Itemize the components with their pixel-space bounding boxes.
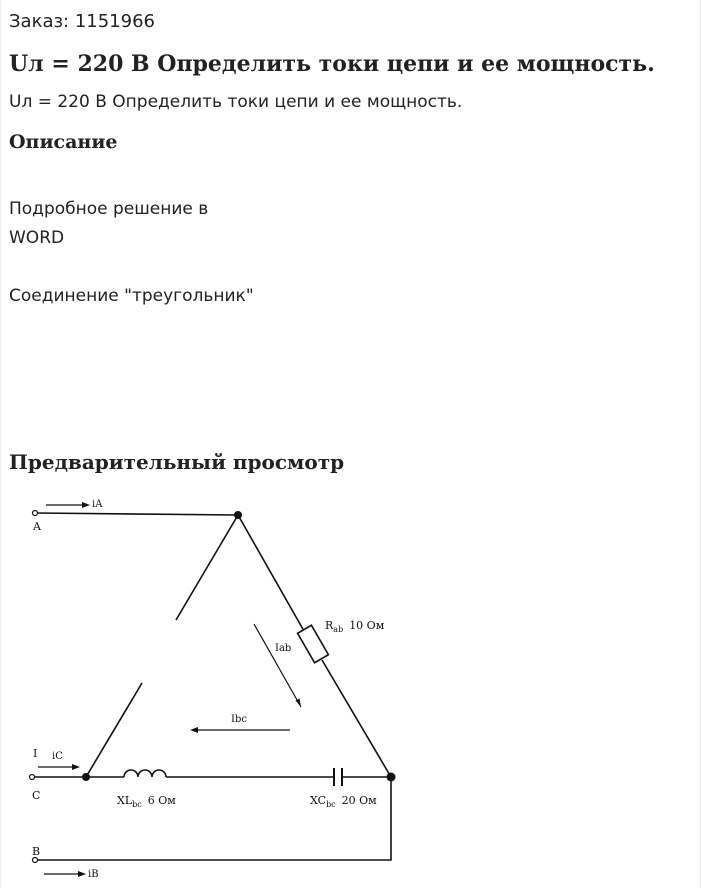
junction-top [234,511,242,519]
wire-a-line [36,513,238,515]
terminal-a [33,511,38,516]
label-resistor-ab: $R_{ab}$ 10 Ом [325,619,385,634]
terminal-c [30,775,35,780]
resistor-ab [298,625,329,662]
page-subtitle: Uл = 220 В Определить токи цепи и ее мощность. [9,92,463,112]
label-current-iab: Iab [275,643,292,654]
arrow-iab [254,624,301,707]
label-node-c: C [32,789,41,802]
junction-right [387,773,396,782]
label-inductor-bc: $XL_{bc}$ 6 Ом [117,794,176,809]
label-node-a: A [33,520,41,533]
terminal-b [33,858,38,863]
label-current-ib: iB [88,869,99,880]
inductor-coil [124,770,166,777]
label-node-b: B [32,845,41,858]
wire-ab-left-lower [86,683,142,777]
preview-heading: Предварительный просмотр [9,450,345,474]
arrowhead-ib [78,871,86,877]
arrowhead-ibc [190,727,198,733]
junction-left [82,773,90,781]
label-current-ibc: Ibc [231,714,247,725]
label-capacitor-bc: $XC_{bc}$ 20 Ом [310,794,377,809]
wire-b-line [36,777,391,860]
description-text [9,195,409,311]
arrowhead-ia [82,502,90,508]
circuit-schematic [0,488,700,888]
wire-ab-left-upper [176,515,238,620]
description-line-2: WORD [9,228,65,248]
label-current-ic: iC [52,751,63,762]
arrowhead-ic [72,764,80,770]
label-current-ia: iA [92,499,103,510]
page-title: Uл = 220 В Определить токи цепи и ее мощность. [9,51,655,77]
description-line-1: Подробное решение в [9,199,209,219]
description-line-3: Соединение "треугольник" [9,286,254,306]
description-heading: Описание [9,131,118,153]
wire-ab-right-lower [322,660,391,777]
order-number: Заказ: 1151966 [9,11,155,32]
wire-ab-right-upper [238,515,304,631]
label-c-side-mark: I [33,747,38,760]
